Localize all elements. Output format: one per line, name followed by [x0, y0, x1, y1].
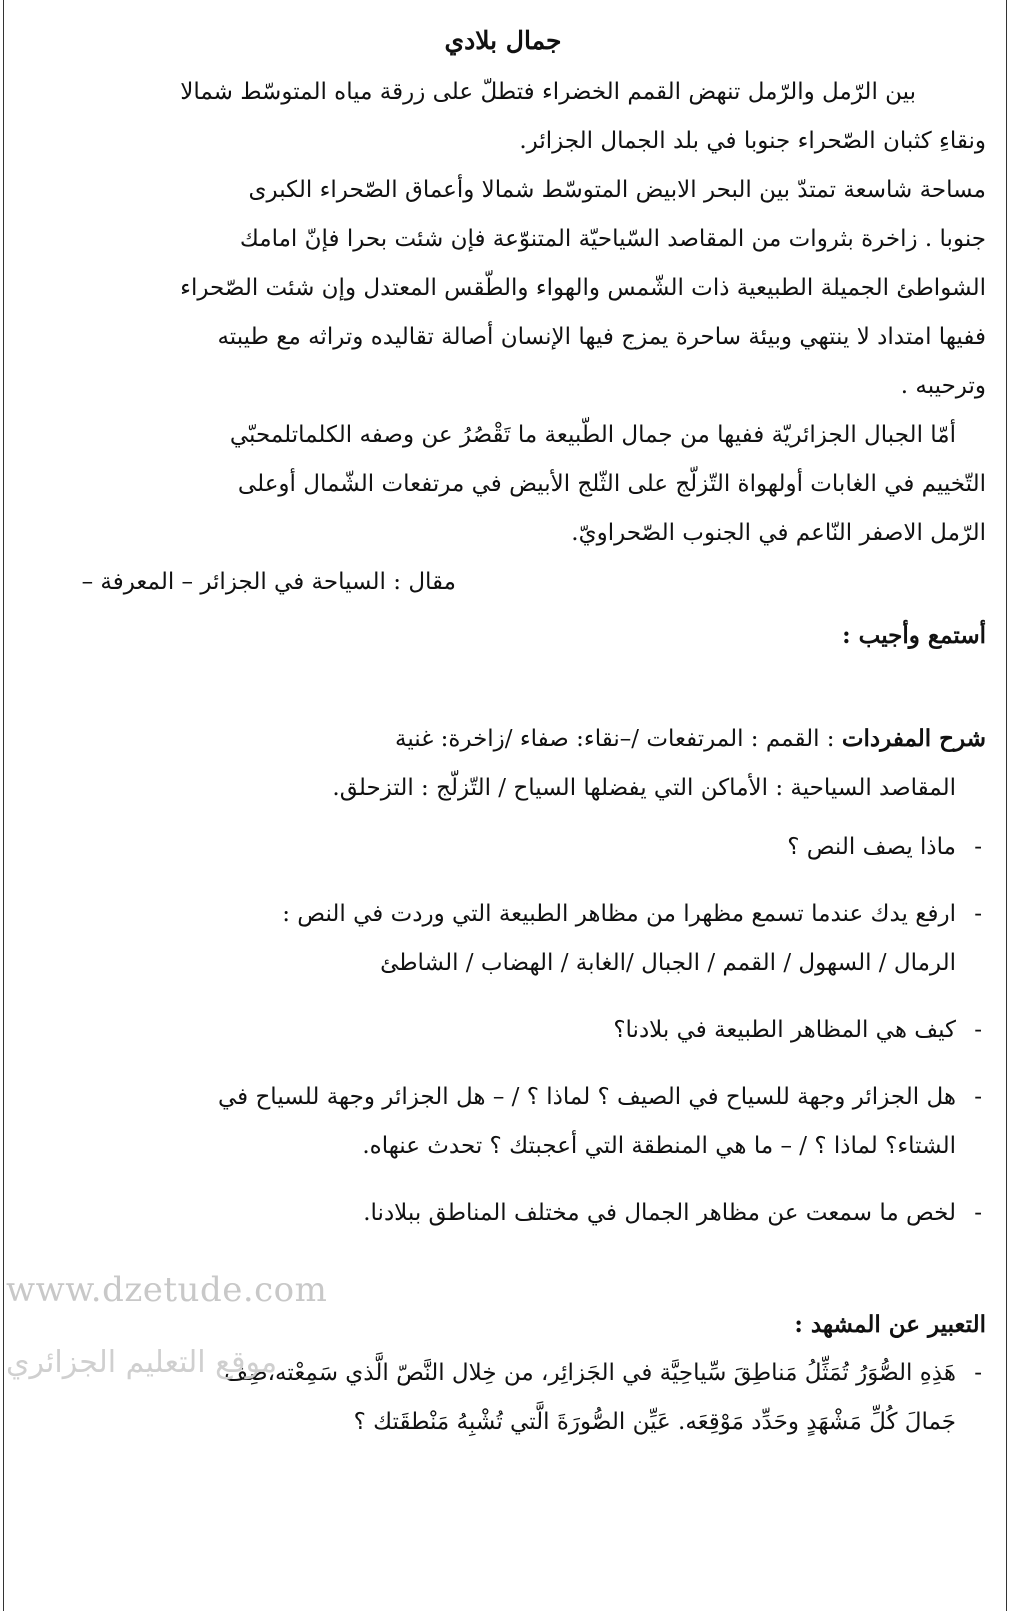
page-title: جمال بلادي	[444, 26, 562, 55]
watermark-url: www.dzetude.com	[6, 1270, 328, 1310]
bullet-dash: -	[974, 901, 982, 927]
text-line: ونقاءِ كثبان الصّحراء جنوبا في بلد الجمال الجزائر.	[519, 128, 986, 154]
text-line: ففيها امتداد لا ينتهي وبيئة ساحرة يمزج فيها الإنسان أصالة تقاليده وتراثه مع طيبته	[217, 324, 986, 350]
watermark-site-name: موقع التعليم الجزائري	[6, 1345, 278, 1380]
text-line: الشواطئ الجميلة الطبيعية ذات الشّمس والهواء والطّقس المعتدل وإن شئت الصّحراء	[180, 275, 986, 301]
text-line: أمّا الجبال الجزائريّة ففيها من جمال الطّبيعة ما تَقْصُرُ عن وصفه الكلماتلمحبّي	[229, 422, 956, 448]
text-line: التّخييم في الغابات أولهواة التّزلّج على الثّلج الأبيض في مرتفعات الشّمال أوعلى	[237, 471, 986, 497]
text-line: الرّمل الاصفر النّاعم في الجنوب الصّحراويّ.	[571, 520, 986, 546]
vocab-label: شرح المفردات	[841, 725, 986, 752]
text-line: وترحيبه .	[900, 373, 986, 399]
question-text: هل الجزائر وجهة للسياح في الصيف ؟ لماذا ؟ / – هل الجزائر وجهة للسياح في	[217, 1084, 956, 1110]
expression-text: هَذِهِ الصُّوَرُ تُمَثِّلُ مَناطِقَ سِّياحِيَّة في الجَزائِر، من خِلال النَّصّ الَّذي سَمِعْته،صِف	[224, 1360, 956, 1386]
question-text: ماذا يصف النص ؟	[787, 834, 956, 860]
question-text: لخص ما سمعت عن مظاهر الجمال في مختلف المناطق ببلادنا.	[363, 1200, 956, 1226]
vocab-line: المقاصد السياحية : الأماكن التي يفضلها السياح / التّزلّج : التزحلق.	[332, 775, 956, 801]
source-citation: مقال : السياحة في الجزائر – المعرفة –	[81, 569, 456, 595]
bullet-dash: -	[974, 834, 982, 860]
expression-heading: التعبير عن المشهد :	[794, 1311, 986, 1338]
expression-text: جَمالَ كُلِّ مَشْهَدٍ وحَدِّد مَوْقِعَه. عَيِّن الصُّورَةَ الَّتي تُشْبِهُ مَنْطقَتك ؟	[353, 1409, 956, 1435]
text-line: مساحة شاسعة تمتدّ بين البحر الابيض المتوسّط شمالا وأعماق الصّحراء الكبرى	[248, 177, 986, 203]
reading-text	[20, 68, 986, 558]
question-text: الرمال / السهول / القمم / الجبال /الغابة / الهضاب / الشاطئ	[380, 950, 956, 976]
document-body	[4, 0, 1006, 1447]
question-item	[20, 823, 986, 872]
question-item	[20, 1189, 986, 1238]
text-line: بين الرّمل والرّمل تنهض القمم الخضراء فتطلّ على زرقة مياه المتوسّط شمالا	[180, 79, 916, 105]
bullet-dash: -	[974, 1360, 982, 1386]
vocab-definitions: : القمم : المرتفعات /–نقاء: صفاء /زاخرة: غنية	[395, 726, 842, 752]
bullet-dash: -	[974, 1200, 982, 1226]
question-item	[20, 1073, 986, 1171]
question-text: الشتاء؟ لماذا ؟ / – ما هي المنطقة التي أعجبتك ؟ تحدث عنهاه.	[362, 1133, 956, 1159]
bullet-dash: -	[974, 1017, 982, 1043]
question-item	[20, 890, 986, 988]
question-item	[20, 1006, 986, 1055]
text-line: جنوبا . زاخرة بثروات من المقاصد السّياحيّة المتنوّعة فإن شئت بحرا فإنّ امامك	[239, 226, 986, 252]
listen-heading: أستمع وأجيب :	[842, 622, 986, 649]
vocabulary-section	[20, 714, 986, 813]
vocab-line	[20, 714, 986, 764]
question-text: ارفع يدك عندما تسمع مظهرا من مظاهر الطبيعة التي وردت في النص :	[282, 901, 956, 927]
bullet-dash: -	[974, 1084, 982, 1110]
question-text: كيف هي المظاهر الطبيعة في بلادنا؟	[613, 1017, 956, 1043]
